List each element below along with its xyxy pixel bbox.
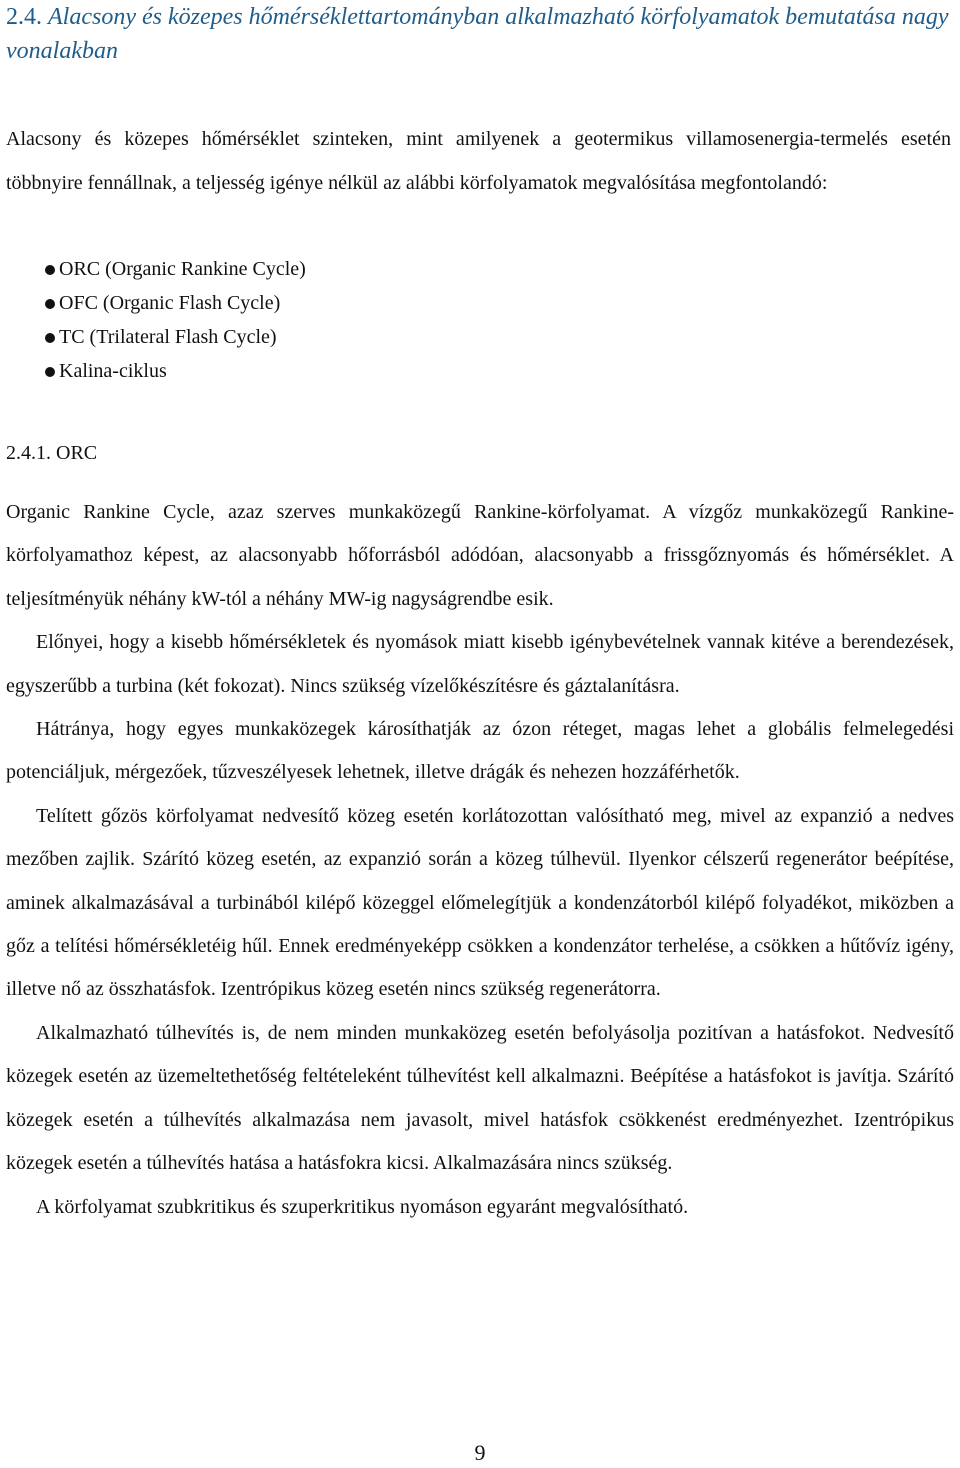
bullet-icon (45, 367, 55, 377)
cycle-list (45, 252, 306, 388)
list-item (45, 354, 306, 388)
list-item-text: ORC (Organic Rankine Cycle) (59, 258, 306, 280)
intro-paragraph: Alacsony és közepes hőmérséklet szinteken, mint amilyenek a geotermikus villamosenergia-termelés esetén többnyire fennállnak, a teljesség igénye nélkül az alábbi körfolyamatok megvalósítása megfontolandó: (6, 128, 951, 194)
bullet-icon (45, 299, 55, 309)
section-title: Alacsony és közepes hőmérséklettartományban alkalmazható körfolyamatok bemutatása nagy vonalakban (6, 4, 949, 64)
section-heading (6, 0, 956, 68)
list-item-text: TC (Trilateral Flash Cycle) (59, 326, 277, 348)
bullet-icon (45, 265, 55, 275)
bullet-icon (45, 333, 55, 343)
paragraph: Előnyei, hogy a kisebb hőmérsékletek és nyomások miatt kisebb igénybevételnek vannak kitéve a berendezések, egyszerűbb a turbina (két fokozat). Nincs szükség vízelőkészítésre és gáztalanításra. (6, 631, 954, 697)
paragraph: Telített gőzös körfolyamat nedvesítő közeg esetén korlátozottan valósítható meg, mivel az expanzió a nedves mezőben zajlik. Szárító közeg esetén, az expanzió során a közeg túlhevül. Ilyenkor célszerű regenerátor beépítése, aminek alkalmazásával a turbinából kilépő közeggel előmelegítjük a kondenzátorból kilépő folyadékot, miközben a gőz a telítési hőmérsékletéig hűl. Ennek eredményeképp csökken a kondenzátor terhelése, a csökken a hűtővíz igény, illetve nő az összhatásfok. Izentrópikus közeg esetén nincs szükség regenerátorra. (6, 804, 954, 1001)
subsection-heading: 2.4.1. ORC (6, 442, 98, 464)
section-number: 2.4. (6, 4, 42, 30)
list-item-text: OFC (Organic Flash Cycle) (59, 292, 281, 314)
list-item (45, 252, 306, 286)
page-number: 9 (474, 1440, 486, 1465)
paragraph: A körfolyamat szubkritikus és szuperkritikus nyomáson egyaránt megvalósítható. (36, 1195, 689, 1218)
list-item-text: Kalina-ciklus (59, 360, 167, 382)
list-item (45, 320, 306, 354)
paragraph: Alkalmazható túlhevítés is, de nem minden munkaközeg esetén befolyásolja pozitívan a hatásfokot. Nedvesítő közegek esetén az üzemeltethetőség feltételeként túlhevítést kell alkalmazni. Beépítése a hatásfokot is javítja. Szárító közegek esetén a túlhevítés alkalmazása nem javasolt, mivel hatásfok csökkenést eredményezhet. Izentrópikus közegek esetén a túlhevítés hatása a hatásfokra kicsi. Alkalmazására nincs szükség. (6, 1021, 954, 1175)
list-item (45, 286, 306, 320)
paragraph: Organic Rankine Cycle, azaz szerves munkaközegű Rankine-körfolyamat. A vízgőz munkaközegű Rankine-körfolyamathoz képest, az alacsonyabb hőforrásból adódóan, alacsonyabb a frissgőznyomás és hőmérséklet. A teljesítményük néhány kW-tól a néhány MW-ig nagyságrendbe esik. (6, 501, 954, 610)
body-text (6, 491, 954, 1229)
paragraph: Hátránya, hogy egyes munkaközegek károsíthatják az ózon réteget, magas lehet a globális felmelegedési potenciáljuk, mérgezőek, tűzveszélyesek lehetnek, illetve drágák és nehezen hozzáférhetők. (6, 718, 954, 784)
